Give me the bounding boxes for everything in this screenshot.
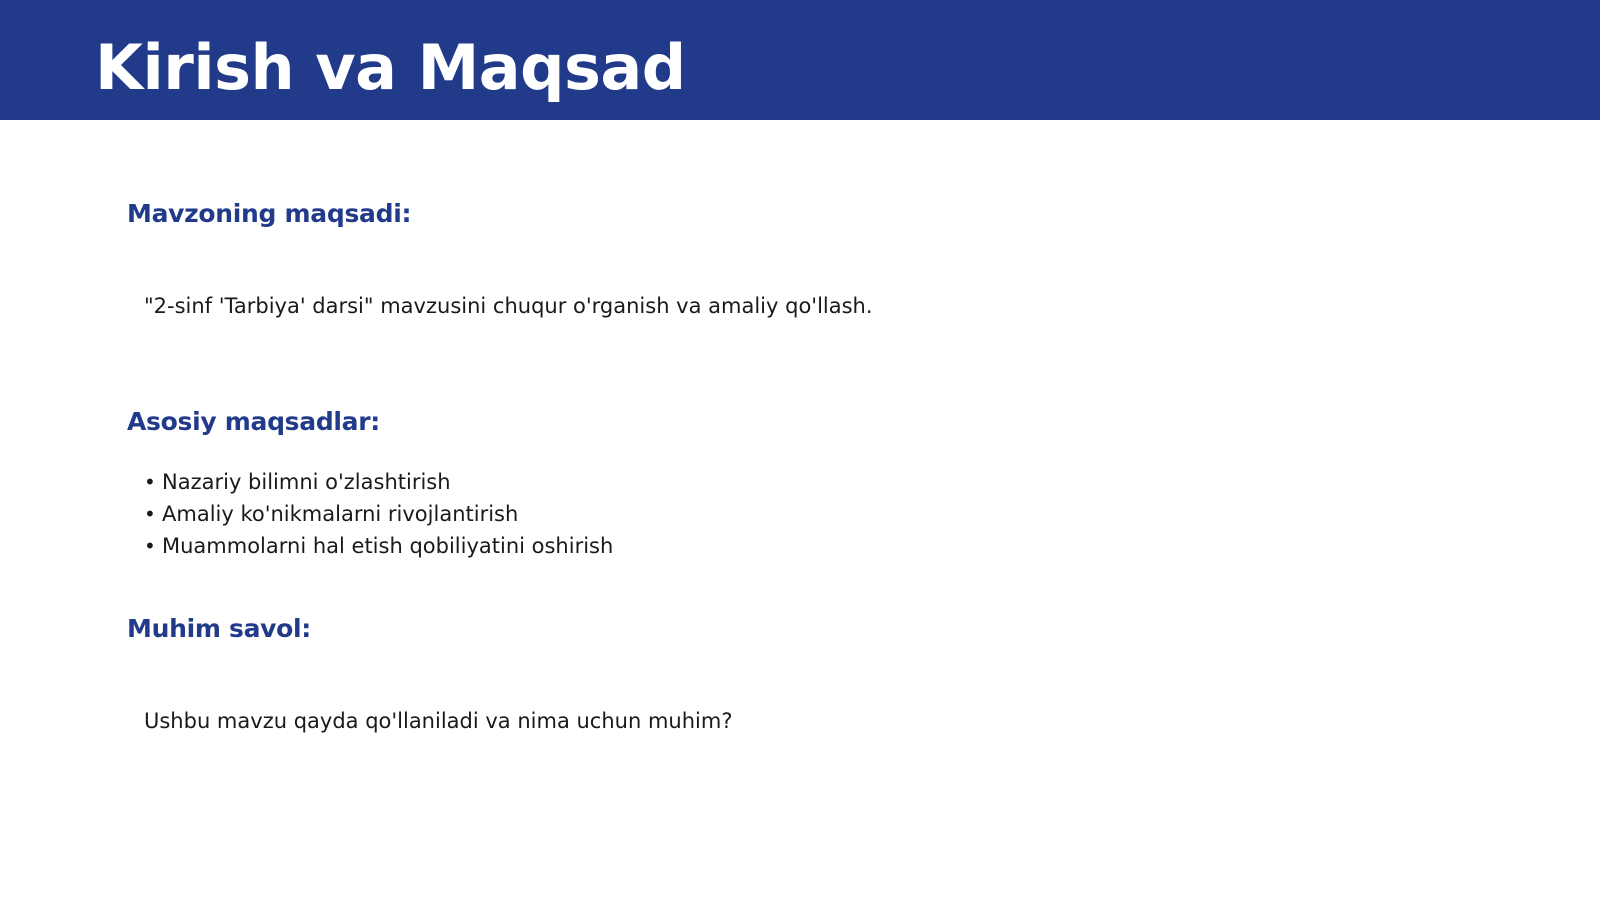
- goal-item: [144, 498, 613, 530]
- bullet-icon: •: [144, 534, 156, 558]
- goal-item-text: Muammolarni hal etish qobiliyatini oshirish: [162, 534, 614, 558]
- question-heading: Muhim savol:: [127, 614, 311, 643]
- purpose-text: "2-sinf 'Tarbiya' darsi" mavzusini chuqur o'rganish va amaliy qo'llash.: [144, 294, 873, 318]
- goal-item-text: Nazariy bilimni o'zlashtirish: [162, 470, 451, 494]
- goal-item: [144, 530, 613, 562]
- purpose-heading: Mavzoning maqsadi:: [127, 199, 412, 228]
- title-bar: [0, 0, 1600, 120]
- goals-heading: Asosiy maqsadlar:: [127, 407, 380, 436]
- slide-title: Kirish va Maqsad: [95, 31, 686, 104]
- question-text: Ushbu mavzu qayda qo'llaniladi va nima uchun muhim?: [144, 709, 733, 733]
- goal-item: [144, 466, 613, 498]
- bullet-icon: •: [144, 470, 156, 494]
- bullet-icon: •: [144, 502, 156, 526]
- goal-item-text: Amaliy ko'nikmalarni rivojlantirish: [162, 502, 519, 526]
- goals-list: [144, 466, 613, 562]
